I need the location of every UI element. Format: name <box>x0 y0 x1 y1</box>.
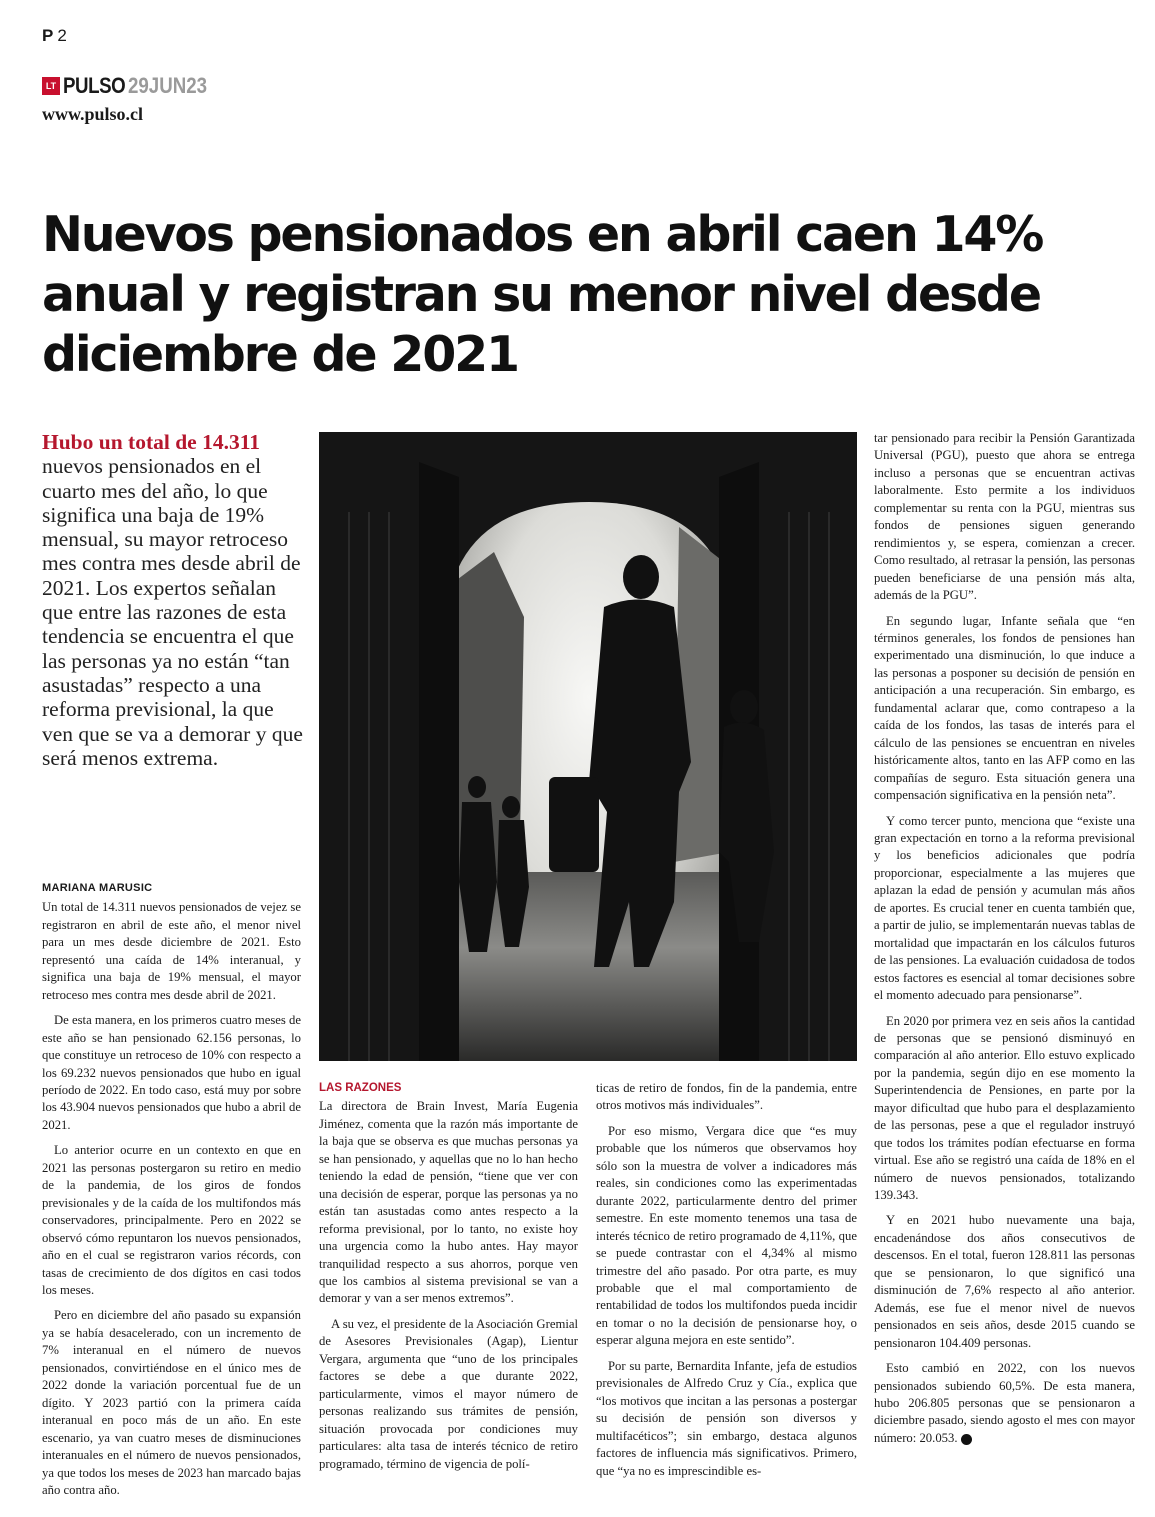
lt-logo: LT <box>42 77 60 95</box>
paragraph: Y en 2021 hubo nuevamente una baja, encadenándose dos años consecutivos de descensos. En el total, fueron 128.811 las personas que se pensionaron, lo que significó una disminución de 7,6% respecto al año anterior. Además, ese fue el menor nivel de nuevos pensionados en seis años, desde 2015 cuando se pensionaron 104.409 personas. <box>874 1213 1135 1350</box>
brand-name: PULSO <box>63 73 126 98</box>
paragraph: Un total de 14.311 nuevos pensionados de vejez se registraron en abril de este año, el menor nivel para un mes desde diciembre de 2021. Esto representó una caída de 14% interanual, y significa una baja de 19% mensual, el mayor retroceso mes contra mes desde abril de 2021. <box>42 900 301 1002</box>
paragraph-text: Esto cambió en 2022, con los nuevos pensionados subiendo 60,5%. De esta manera, hubo 206.805 personas que se pensionaron a diciembre pasado, siendo agosto el mes con mayor número: 20.053. <box>874 1361 1135 1445</box>
article-column-2 <box>319 1080 578 1481</box>
lead-text: nuevos pensionados en el cuarto mes del año, lo que significa una baja de 19% mensual, su mayor retroceso mes contra mes desde abril de 2021. Los expertos señalan que entre las razones de esta tendencia se encuentra el que las personas ya no están “tan asustadas” respecto a una reforma previsional, la que ven que se va a demorar y que será menos extrema. <box>42 454 303 770</box>
paragraph: Por eso mismo, Vergara dice que “es muy probable que los números que observamos hoy sólo son la muestra de volver a indicadores más reales, sin condiciones como las experimentadas durante 2022, particularmente dentro del primer semestre. En este momento tenemos una tasa de interés técnico de retiro programado de 4,11%, que se puede contrastar con el 4,34% al mismo trimestre del año pasado. Por otra parte, es muy probable que el mal comportamiento de rentabilidad de todos los multifondos pueda incidir en tomar o no la decisión de pensionarse hoy, o esperar alguna mejora en este sentido”. <box>596 1123 857 1348</box>
paragraph: tar pensionado para recibir la Pensión Garantizada Universal (PGU), puesto que ahora se entrega incluso a personas que se encuentran activas laboralmente. Esto permite a los individuos complementar su renta con la PGU, mientras sus fondos de pensiones siguen generando rendimientos y, se espera, comienzan a crecer. Como resultado, al retrasar la pensión, las personas pueden beneficiarse de una pensión más alta, además de la PGU”. <box>874 431 1135 603</box>
paragraph: A su vez, el presidente de la Asociación Gremial de Asesores Previsionales (Agap), Lientur Vergara, argumenta que “uno de los principales factores se debe a que durante 2022, particularmente, vimos el mayor número de personas realizando sus trámites de pensión, situación provocada por condiciones muy particulares: alta tasa de interés técnico de retiro programado, término de vigencia de polí- <box>319 1316 578 1471</box>
byline: MARIANA MARUSIC <box>42 882 153 894</box>
site-url[interactable]: www.pulso.cl <box>42 104 144 124</box>
paragraph <box>874 1360 1135 1447</box>
end-mark-icon: P <box>961 1434 972 1445</box>
issue-date: 29JUN23 <box>128 73 208 98</box>
paragraph: En 2020 por primera vez en seis años la cantidad de personas que se pensionó disminuyó en comparación al año anterior. Ello estuvo explicado por la pandemia, según dijo en ese momento la Superintendencia de Pensiones, en parte por la mayor dificultad que hubo para el desplazamiento de las personas, pese a que el regulador instruyó que todos los trámites podían efectuarse en forma virtual. Ese año se registró una caída de 18% en el número de nuevos pensionados, totalizando 139.343. <box>874 1013 1135 1203</box>
paragraph: Por su parte, Bernardita Infante, jefa de estudios previsionales de Alfredo Cruz y Cía., explica que “los motivos que incitan a las personas a postergar su decisión de pensión son diversos y multifacéticos”; sin embargo, destaca algunos factores de influencia más significativos. Primero, que “ya no es imprescindible es- <box>596 1358 857 1478</box>
paragraph: Pero en diciembre del año pasado su expansión ya se había desacelerado, con un incremento de 7% interanual en el número de nuevos pensionados, convirtiéndose en el único mes de 2022 donde la variación porcentual fue de un dígito. Y 2023 partió con la primera caída interanual en poco más de un año. En este escenario, ya van cuatro meses de disminuciones interanuales en el número de nuevos pensionados, ya que todos los meses de 2023 han marcado bajas año contra año. <box>42 1308 301 1497</box>
paragraph: Lo anterior ocurre en un contexto en que en 2021 las personas postergaron su retiro en medio de la pandemia, de los giros de fondos previsionales y de la caída de los multifondos más conservadores, principalmente. Pero en 2022 se observó cómo repuntaron los nuevos pensionados, año en el cual se registraron varios récords, con tasas de crecimiento de dos dígitos en casi todos los meses. <box>42 1143 301 1297</box>
page-number: P 2 <box>42 26 67 45</box>
paragraph: Y como tercer punto, menciona que “existe una gran expectación en torno a la reforma previsional y los beneficios adicionales que podría proporcionar, especialmente a las mujeres que aplazan la edad de pensión y acumulan más años de aportes. Es crucial tener en cuenta también que, a partir de julio, se implementarán nuevas tablas de mortalidad que impactarán en los cálculos futuros de las pensiones. La evaluación cuidadosa de todos estos factores es esencial al tomar decisiones sobre el momento adecuado para pensionarse”. <box>874 813 1135 1003</box>
paragraph: La directora de Brain Invest, María Eugenia Jiménez, comenta que la razón más importante de la baja que se observa es que muchas personas ya se han pensionado, y aquellas que no lo han hecho teniendo la edad de pensión, “tiene que ver con una decisión de esperar, porque las personas ya no están tan asustadas como antes respecto a la reforma previsional, por lo tanto, no existe hoy una urgencia como la hubo antes. Hay mayor tranquilidad respecto a sus ahorros, porque ven que los cambios al sistema previsional se van a demorar y van a ser menos extremos”. <box>319 1099 578 1306</box>
paragraph: ticas de retiro de fondos, fin de la pandemia, entre otros motivos más individuales”. <box>596 1081 857 1113</box>
lead <box>42 430 304 770</box>
paragraph: De esta manera, en los primeros cuatro meses de este año se han pensionado 62.156 personas, lo que constituye un retroceso de 10% con respecto a los 69.232 nuevos pensionados que hubo en igual período de 2022. En todo caso, está muy por sobre los 43.904 nuevos pensionados que hubo a abril de 2021. <box>42 1013 301 1132</box>
article-column-1 <box>42 880 301 1507</box>
section-heading: LAS RAZONES <box>319 1082 402 1094</box>
article-photo <box>319 432 857 1061</box>
masthead <box>42 73 221 99</box>
paragraph: En segundo lugar, Infante señala que “en términos generales, los fondos de pensiones han experimentado una disminución, lo que induce a las personas a posponer su decisión de pensión en anticipación a una recuperación. Sin embargo, es fundamental aclarar que, como contrapeso a la caída de los fondos, las tasas de interés para el cálculo de las pensiones se encuentran en niveles históricamente altos, tanto en las AFP como en las compañías de seguro. Esta situación genera una compensación significativa en la pensión neta”. <box>874 613 1135 803</box>
article-column-4 <box>874 430 1135 1455</box>
lead-highlight: Hubo un total de 14.311 <box>42 430 261 454</box>
headline: Nuevos pensionados en abril caen 14% anual y registran su menor nivel desde diciembre de 2021 <box>42 206 1043 383</box>
article-column-3 <box>596 1080 857 1488</box>
